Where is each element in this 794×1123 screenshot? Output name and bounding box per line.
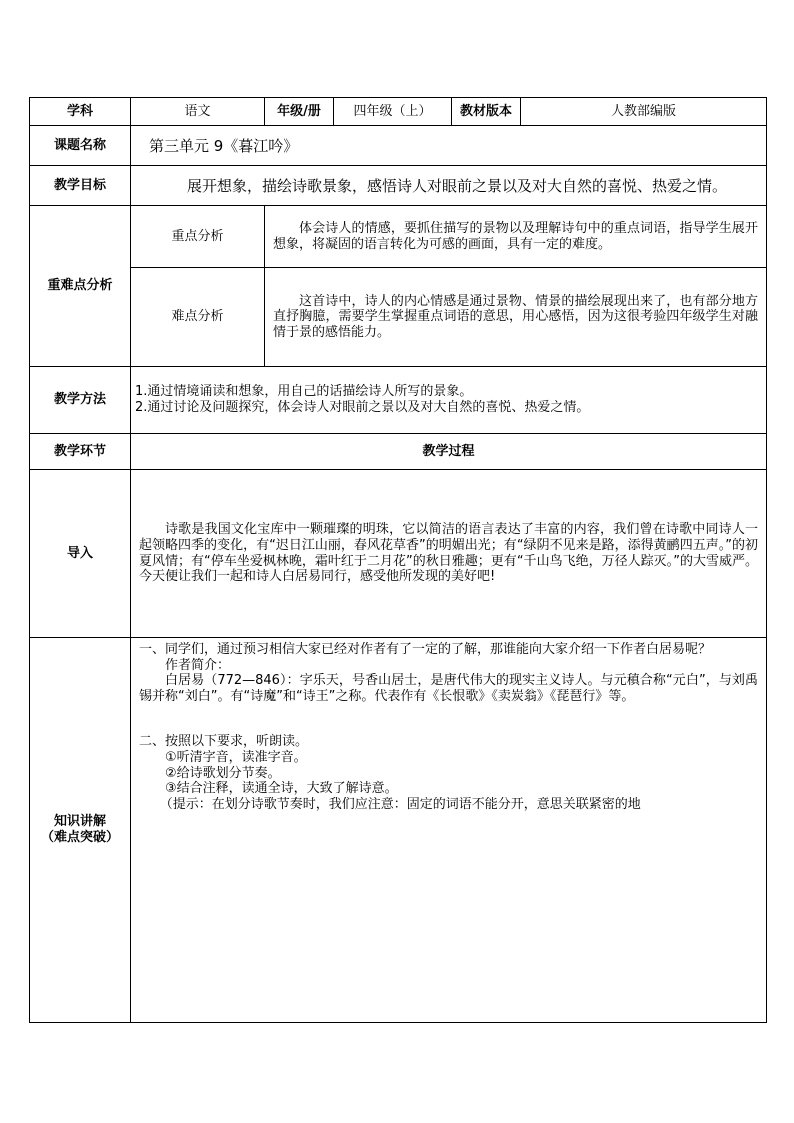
intro-row	[30, 470, 767, 638]
lesson-label: 课题名称	[30, 126, 131, 166]
subject-label: 学科	[30, 98, 131, 126]
reading-step: ③结合注释，读通全诗，大致了解诗意。	[165, 781, 398, 797]
grade-value: 四年级（上）	[334, 98, 452, 126]
process-header-row	[30, 434, 767, 470]
goal-text: 展开想象，描绘诗歌景象，感悟诗人对眼前之景以及对大自然的喜悦、热爱之情。	[131, 166, 767, 206]
reading-step: ①听清字音，读准字音。	[165, 749, 307, 765]
lesson-row	[30, 126, 767, 166]
question-two: 二、按照以下要求，听朗读。	[139, 734, 309, 750]
key-analysis-row	[30, 206, 767, 268]
knowledge-content	[131, 638, 767, 1023]
knowledge-label-line1: 知识讲解	[53, 814, 106, 830]
edition-value: 人教部编版	[521, 98, 767, 126]
method-label: 教学方法	[30, 367, 131, 434]
intro-text: 诗歌是我国文化宝库中一颗璀璨的明珠，它以简洁的语言表达了丰富的内容，我们曾在诗歌中同诗人一起领略四季的变化，有“迟日江山丽，春风花草香”的明媚出光；有“绿阴不见来是路，添得黄鹂四五声。”的初夏风情；有“停车坐爱枫林晚，霜叶红于二月花”的秋日雅趣；更有“千山鸟飞绝，万径人踪灭。”的大雪威严。今天便让我们一起和诗人白居易同行，感受他所发现的美好吧!	[131, 470, 767, 638]
method-item: 2.通过讨论及问题探究，体会诗人对眼前之景以及对大自然的喜悦、热爱之情。	[135, 400, 590, 415]
rhythm-hint: （提示：在划分诗歌节奏时，我们应注意：固定的词语不能分开，意思关联紧密的地	[159, 796, 641, 812]
knowledge-label	[30, 638, 131, 1023]
process-header: 教学过程	[131, 434, 767, 470]
question-one: 一、同学们，通过预习相信大家已经对作者有了一定的了解，那谁能向大家介绍一下作者白居易呢？	[139, 642, 712, 657]
method-item: 1.通过情境诵读和想象，用自己的话描绘诗人所写的景象。	[135, 384, 473, 400]
goal-row	[30, 166, 767, 206]
goal-label: 教学目标	[30, 166, 131, 206]
analysis-label: 重难点分析	[30, 206, 131, 367]
spacer	[139, 704, 758, 734]
intro-label: 导入	[30, 470, 131, 638]
key-analysis-text: 体会诗人的情感，要抓住描写的景物以及理解诗句中的重点词语，指导学生展开想象，将凝固的语言转化为可感的画面，具有一定的难度。	[265, 206, 767, 268]
edition-label: 教材版本	[452, 98, 521, 126]
stage-header: 教学环节	[30, 434, 131, 470]
difficult-analysis-label: 难点分析	[131, 268, 265, 367]
method-list	[131, 367, 767, 434]
knowledge-row	[30, 638, 767, 1023]
subject-value: 语文	[131, 98, 265, 126]
difficult-analysis-row	[30, 268, 767, 367]
reading-step: ②给诗歌划分节奏。	[165, 765, 281, 781]
key-analysis-label: 重点分析	[131, 206, 265, 268]
lesson-title: 第三单元 9《暮江吟》	[131, 126, 767, 166]
lesson-plan-table	[29, 97, 767, 1023]
difficult-analysis-text: 这首诗中，诗人的内心情感是通过景物、情景的描绘展现出来了，也有部分地方直抒胸臆，需要学生掌握重点词语的意思，用心感悟，因为这很考验四年级学生对融情于景的感悟能力。	[265, 268, 767, 367]
header-row	[30, 98, 767, 126]
author-intro-title: 作者简介：	[165, 657, 231, 673]
grade-label: 年级/册	[265, 98, 334, 126]
author-intro-text: 白居易（772—846）：字乐天，号香山居士，是唐代伟大的现实主义诗人。与元稹合称“元白”，与刘禹锡并称“刘白”。有“诗魔”和“诗王”之称。代表作有《长恨歌》《卖炭翁》《琵琶行》等。	[139, 673, 759, 704]
method-row	[30, 367, 767, 434]
knowledge-label-line2: （难点突破）	[40, 830, 119, 845]
